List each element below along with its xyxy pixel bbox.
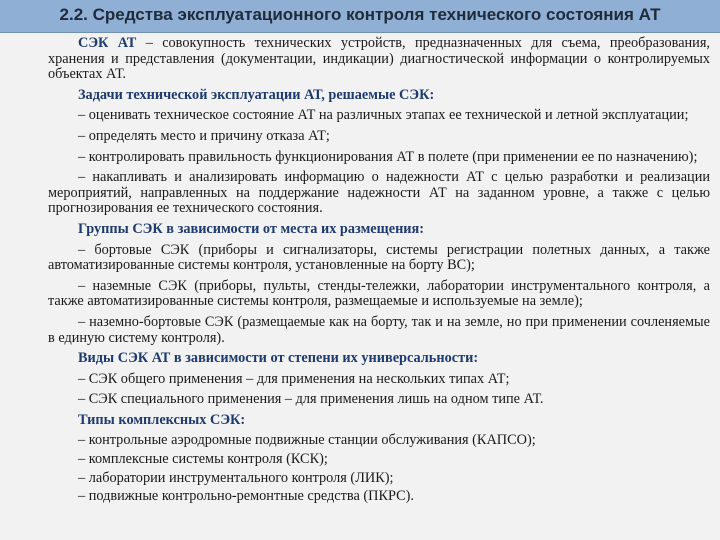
list-item: – определять место и причину отказа АТ; (78, 127, 330, 144)
definition-paragraph (48, 36, 710, 83)
list-item: – СЭК общего применения – для применения на нескольких типах АТ; (78, 370, 510, 387)
definition-text: – совокупность технических устройств, предназначенных для съема, преобразования, хранения и представления (документации, индикации) диагностической информации о контролируемых объектах АТ. (48, 35, 710, 83)
list-item: – наземные СЭК (приборы, пульты, стенды-тележки, лаборатории инструментального контроля, а также автоматизированные системы контроля, размещаемые и используемые на земле); (48, 277, 710, 310)
page-title: 2.2. Средства эксплуатационного контроля технического состояния АТ (59, 5, 661, 24)
list-item: – СЭК специального применения – для применения лишь на одном типе АТ. (78, 391, 544, 408)
list-item: – контрольные аэродромные подвижные станции обслуживания (КАПСО); (78, 432, 536, 449)
list-item: – бортовые СЭК (приборы и сигнализаторы, системы регистрации полетных данных, а также автоматизированные системы контроля, установленные на борту ВС); (48, 241, 710, 274)
list-item: – комплексные системы контроля (КСК); (78, 451, 328, 468)
section-heading-tasks: Задачи технической эксплуатации АТ, решаемые СЭК: (78, 86, 435, 103)
section-heading-types: Типы комплексных СЭК: (78, 411, 246, 428)
list-item: – накапливать и анализировать информацию о надежности АТ с целью разработки и реализации мероприятий, направленных на поддержание надежности АТ на заданном уровне, а также с целью прогнозирования ее технического состояния. (48, 169, 710, 217)
list-item: – контролировать правильность функционирования АТ в полете (при применении ее по назначению); (78, 148, 698, 165)
list-item: – лаборатории инструментального контроля (ЛИК); (78, 469, 394, 486)
section-heading-groups: Группы СЭК в зависимости от места их размещения: (78, 220, 425, 237)
section-heading-kinds: Виды СЭК АТ в зависимости от степени их универсальности: (78, 350, 479, 367)
list-item: – оценивать техническое состояние АТ на различных этапах ее технической и летной эксплуатации; (78, 107, 689, 124)
definition-term: СЭК АТ (78, 35, 137, 51)
title-bar (0, 0, 720, 33)
slide-body (48, 36, 710, 508)
list-item: – наземно-бортовые СЭК (размещаемые как на борту, так и на земле, но при применении сочленяемые в единую систему контроля). (48, 313, 710, 346)
list-item: – подвижные контрольно-ремонтные средства (ПКРС). (78, 488, 414, 505)
